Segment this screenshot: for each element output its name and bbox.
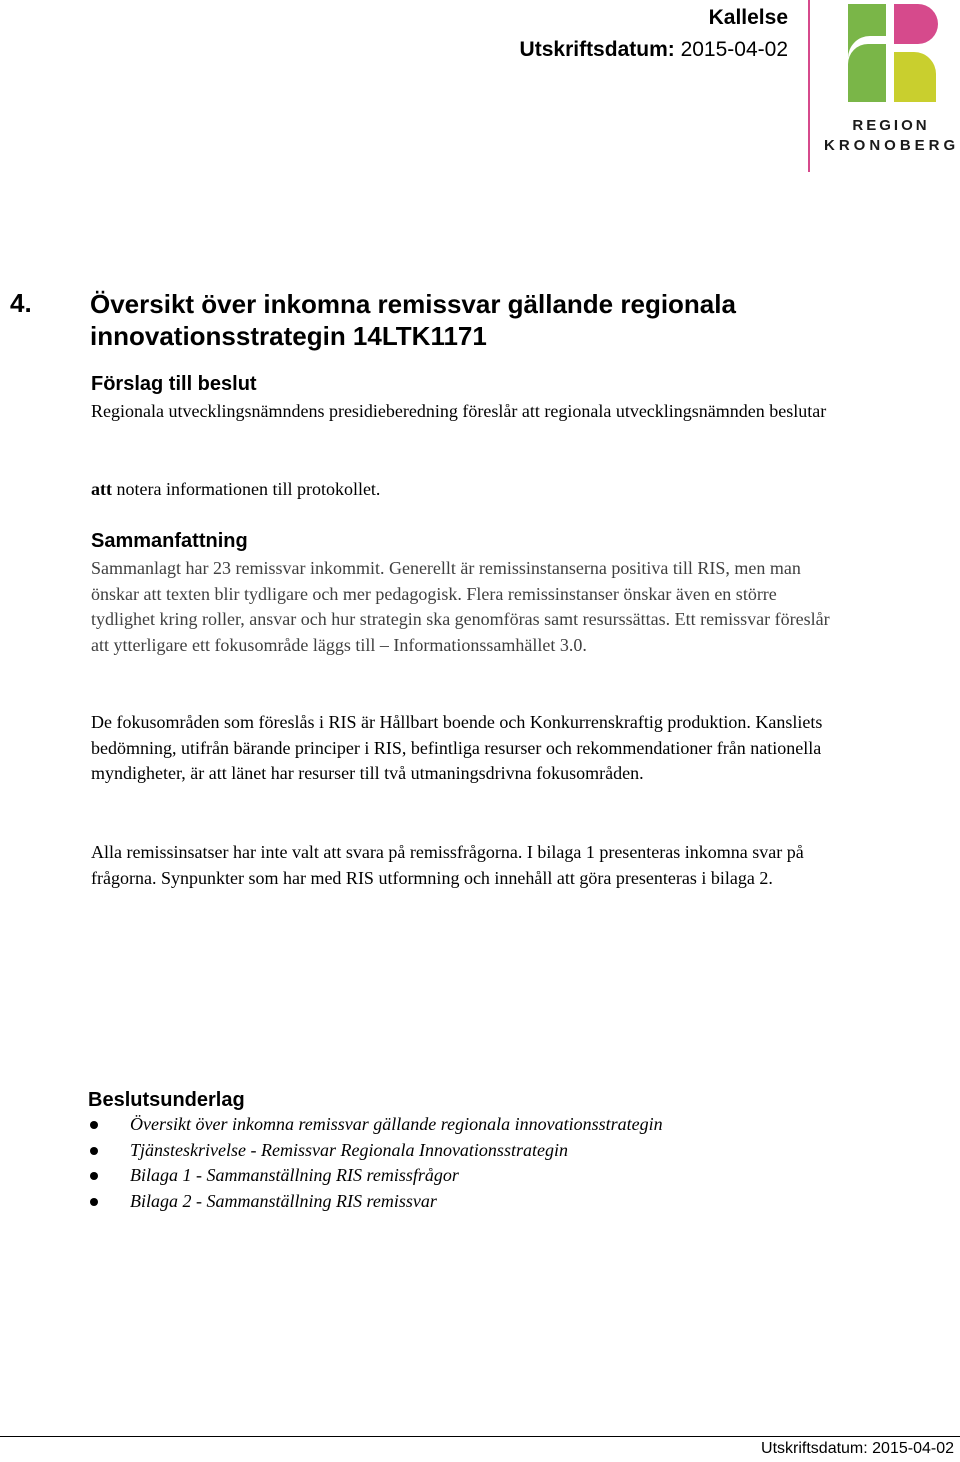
bullet-icon — [90, 1172, 98, 1180]
basis-list-item — [88, 1189, 663, 1215]
summary-heading: Sammanfattning — [91, 530, 248, 552]
basis-list-item — [88, 1138, 663, 1164]
basis-item-text: Bilaga 1 - Sammanställning RIS remissfrågor — [130, 1165, 459, 1186]
basis-list-item — [88, 1112, 663, 1138]
att-text: notera informationen till protokollet. — [112, 479, 381, 499]
proposal-heading: Förslag till beslut — [91, 373, 257, 395]
att-label: att — [91, 479, 112, 499]
summary-paragraph-3: Alla remissinsatser har inte valt att svara på remissfrågorna. I bilaga 1 presenteras inkomna svar på frågorna. Synpunkter som har med RIS utformning och innehåll att göra presenteras i bilaga 2. — [91, 842, 804, 888]
basis-item-text: Bilaga 2 - Sammanställning RIS remissvar — [130, 1190, 437, 1211]
document-type: Kallelse — [708, 6, 788, 29]
proposal-att-clause — [91, 477, 831, 503]
footer-print-label: Utskriftsdatum: — [761, 1440, 868, 1457]
item-title: Översikt över inkomna remissvar gällande regionala innovationsstrategin 14LTK1171 — [90, 289, 736, 351]
basis-item-text: Översikt över inkomna remissvar gällande regionala innovationsstrategin — [130, 1114, 663, 1134]
logo-wordmark — [824, 116, 958, 156]
basis-list — [88, 1112, 663, 1214]
basis-list-item — [88, 1163, 663, 1189]
footer-divider — [0, 1436, 960, 1437]
footer-print-value: 2015-04-02 — [872, 1440, 954, 1457]
footer-print-date — [761, 1440, 954, 1458]
logo-line-region: REGION — [852, 117, 930, 134]
summary-paragraph-2: De fokusområden som föreslås i RIS är Hållbart boende och Konkurrenskraftig produktion. Kansliets bedömning, utifrån bärande principer i RIS, befintliga resurser och rekommendationer från nationella myndigheter, är att länet har resurser till två utmaningsdrivna fokusområden. — [91, 712, 823, 783]
logo-divider — [808, 0, 810, 172]
basis-item-text: Tjänsteskrivelse - Remissvar Regionala Innovationsstrategin — [130, 1139, 568, 1160]
item-number: 4. — [10, 288, 32, 318]
region-kronoberg-logo-icon — [846, 2, 938, 102]
basis-heading: Beslutsunderlag — [88, 1089, 245, 1111]
print-date-label: Utskriftsdatum: — [519, 38, 675, 61]
bullet-icon — [90, 1121, 98, 1129]
bullet-icon — [90, 1147, 98, 1155]
print-date — [520, 38, 788, 62]
print-date-value: 2015-04-02 — [680, 38, 788, 61]
logo-line-kronoberg: KRONOBERG — [824, 137, 960, 154]
bullet-icon — [90, 1198, 98, 1206]
summary-paragraph-1: Sammanlagt har 23 remissvar inkommit. Generellt är remissinstanserna positiva till RIS, men man önskar att texten blir tydligare och mer pedagogisk. Flera remissinstanser önskar även en större tydlighet kring roller, ansvar och hur strategin ska genomföras samt resurssättas. Ett remissvar föreslår att ytterligare ett fokusområde läggs till – Informationssamhället 3.0. — [91, 558, 830, 655]
proposal-text: Regionala utvecklingsnämndens presidieberedning föreslår att regionala utvecklingsnämnden beslutar — [91, 401, 827, 421]
